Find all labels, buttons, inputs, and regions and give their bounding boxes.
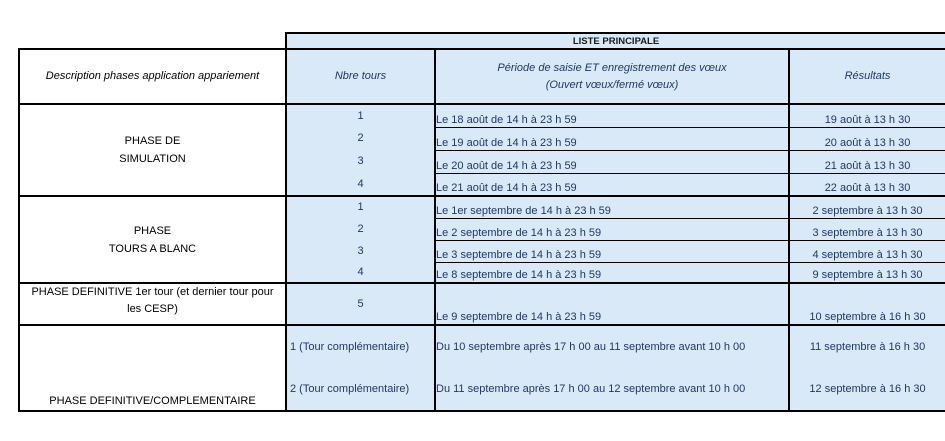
phase-label-line: PHASE DEFINITIVE/COMPLEMENTAIRE <box>49 395 256 407</box>
resultat-cell: 10 septembre à 16 h 30 <box>789 283 945 325</box>
table-row <box>19 325 945 368</box>
blank-corner <box>19 33 286 49</box>
phase-label-simulation <box>19 104 286 196</box>
tour-number: 1 (Tour complémentaire) <box>286 325 435 368</box>
header-description: Description phases application appariement <box>19 49 286 104</box>
phase-label-line: PHASE <box>133 224 172 237</box>
phase-label-definitive-1er-tour <box>19 283 286 325</box>
group-header-row <box>19 33 945 49</box>
resultat-cell: 3 septembre à 13 h 30 <box>789 218 945 240</box>
tour-number: 5 <box>286 283 435 325</box>
phase-label-line: PHASE DEFINITIVE 1er tour (et dernier tour pour <box>31 286 274 298</box>
resultat-cell: 19 août à 13 h 30 <box>789 104 945 127</box>
phase-label-definitive-complementaire <box>19 325 286 411</box>
resultat-cell: 2 septembre à 13 h 30 <box>789 196 945 218</box>
tour-number: 2 <box>286 127 435 150</box>
periode-cell: Du 11 septembre après 17 h 00 au 12 septembre avant 10 h 00 <box>435 368 789 411</box>
tour-number: 4 <box>286 173 435 196</box>
periode-cell: Le 8 septembre de 14 h à 23 h 59 <box>435 262 789 283</box>
periode-cell: Le 9 septembre de 14 h à 23 h 59 <box>435 283 789 325</box>
periode-cell: Le 19 août de 14 h à 23 h 59 <box>435 127 789 150</box>
tour-number: 1 <box>286 104 435 127</box>
tour-number: 4 <box>286 262 435 283</box>
header-periode <box>435 49 789 104</box>
phase-label-line: PHASE DE <box>124 135 181 147</box>
tour-number: 3 <box>286 150 435 173</box>
phase-label-tours-a-blanc <box>19 196 286 283</box>
appariement-table <box>18 32 945 412</box>
resultat-cell: 21 août à 13 h 30 <box>789 150 945 173</box>
periode-cell: Le 3 septembre de 14 h à 23 h 59 <box>435 240 789 262</box>
periode-cell: Le 1er septembre de 14 h à 23 h 59 <box>435 196 789 218</box>
table-body <box>19 33 945 411</box>
table-row <box>19 283 945 325</box>
header-nbre-tours: Nbre tours <box>286 49 435 104</box>
periode-cell: Le 18 août de 14 h à 23 h 59 <box>435 104 789 127</box>
resultat-cell: 22 août à 13 h 30 <box>789 173 945 196</box>
resultat-cell: 11 septembre à 16 h 30 <box>789 325 945 368</box>
resultat-cell: 20 août à 13 h 30 <box>789 127 945 150</box>
tour-number: 2 <box>286 218 435 240</box>
column-header-row <box>19 49 945 104</box>
tour-number: 2 (Tour complémentaire) <box>286 368 435 411</box>
resultat-cell: 12 septembre à 16 h 30 <box>789 368 945 411</box>
liste-principale-header: LISTE PRINCIPALE <box>286 33 945 49</box>
phase-label-line: TOURS A BLANC <box>108 242 197 255</box>
phase-label-line: les CESP) <box>127 303 178 315</box>
header-periode-line: Période de saisie ET enregistrement des vœux <box>497 61 727 74</box>
tour-number: 1 <box>286 196 435 218</box>
tour-number: 3 <box>286 240 435 262</box>
header-periode-line: (Ouvert vœux/fermé vœux) <box>545 78 679 91</box>
resultat-cell: 9 septembre à 13 h 30 <box>789 262 945 283</box>
periode-cell: Le 2 septembre de 14 h à 23 h 59 <box>435 218 789 240</box>
periode-cell: Le 21 août de 14 h à 23 h 59 <box>435 173 789 196</box>
phase-label-line: SIMULATION <box>119 153 186 165</box>
header-resultats: Résultats <box>789 49 945 104</box>
periode-cell: Le 20 août de 14 h à 23 h 59 <box>435 150 789 173</box>
table-row <box>19 196 945 218</box>
periode-cell: Du 10 septembre après 17 h 00 au 11 septembre avant 10 h 00 <box>435 325 789 368</box>
resultat-cell: 4 septembre à 13 h 30 <box>789 240 945 262</box>
table-row <box>19 104 945 127</box>
